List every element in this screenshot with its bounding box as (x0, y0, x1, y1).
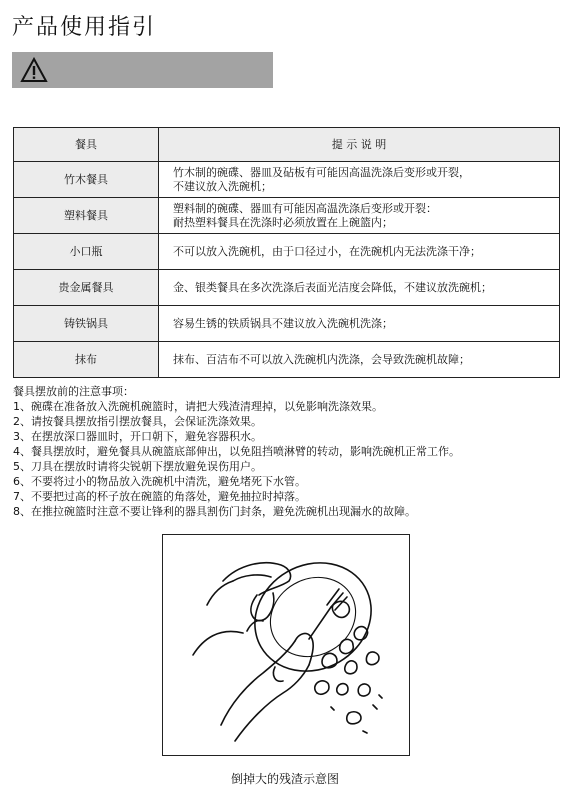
note-line: 金、银类餐具在多次洗涤后表面光洁度会降低，不建议放洗碗机； (173, 280, 492, 294)
tableware-note (159, 270, 560, 306)
notes-heading: 餐具摆放前的注意事项： (13, 385, 134, 398)
tableware-name: 抹布 (14, 342, 159, 378)
page-title: 产品使用指引 (12, 15, 157, 40)
tableware-note (159, 234, 560, 270)
table-row (14, 198, 560, 234)
table-row (14, 306, 560, 342)
note-item: 6、不要将过小的物品放入洗碗机中清洗，避免堵死下水管。 (13, 475, 306, 488)
note-line: 抹布、百洁布不可以放入洗碗机内洗涤，会导致洗碗机故障； (173, 352, 470, 366)
table-header-row (14, 128, 560, 162)
note-line: 塑料制的碗碟、器皿有可能因高温洗涤后变形或开裂： (173, 201, 437, 215)
tableware-guide-table (13, 127, 560, 378)
placement-notes (13, 384, 563, 519)
scrape-residue-illustration (162, 534, 410, 756)
note-line: 不可以放入洗碗机，由于口径过小，在洗碗机内无法洗涤干净； (173, 244, 481, 258)
warning-banner (12, 52, 273, 88)
table-row (14, 342, 560, 378)
tableware-name: 小口瓶 (14, 234, 159, 270)
note-item: 1、碗碟在准备放入洗碗机碗篮时，请把大残渣清理掉，以免影响洗涤效果。 (13, 400, 383, 413)
figure-caption: 倒掉大的残渣示意图 (230, 772, 339, 786)
table-row (14, 270, 560, 306)
note-item: 4、餐具摆放时，避免餐具从碗篮底部伸出，以免阻挡喷淋臂的转动，影响洗碗机正常工作。 (13, 445, 460, 458)
note-item: 5、刀具在摆放时请将尖锐朝下摆放避免误伤用户。 (13, 460, 262, 473)
note-item: 3、在摆放深口器皿时，开口朝下，避免容器积水。 (13, 430, 262, 443)
hand-scraping-plate-illustration (163, 535, 409, 755)
tableware-name: 竹木餐具 (14, 162, 159, 198)
table-row (14, 234, 560, 270)
tableware-name: 贵金属餐具 (14, 270, 159, 306)
tableware-note (159, 342, 560, 378)
table-row (14, 162, 560, 198)
note-item: 2、请按餐具摆放指引摆放餐具，会保证洗涤效果。 (13, 415, 262, 428)
tableware-note (159, 162, 560, 198)
tableware-name: 塑料餐具 (14, 198, 159, 234)
warning-triangle-icon (20, 57, 48, 83)
note-item: 8、在推拉碗篮时注意不要让锋利的器具割伤门封条，避免洗碗机出现漏水的故障。 (13, 505, 416, 518)
tableware-name: 铸铁锅具 (14, 306, 159, 342)
note-line: 容易生锈的铁质锅具不建议放入洗碗机洗涤； (173, 316, 393, 330)
note-line: 耐热塑料餐具在洗涤时必须放置在上碗篮内； (173, 215, 393, 229)
column-header-tableware: 餐具 (14, 128, 159, 162)
note-line: 竹木制的碗碟、器皿及砧板有可能因高温洗涤后变形或开裂， (173, 165, 470, 179)
tableware-note (159, 306, 560, 342)
column-header-notes: 提 示 说 明 (159, 128, 560, 162)
note-line: 不建议放入洗碗机； (173, 179, 272, 193)
tableware-note (159, 198, 560, 234)
note-item: 7、不要把过高的杯子放在碗篮的角落处，避免抽拉时掉落。 (13, 490, 306, 503)
